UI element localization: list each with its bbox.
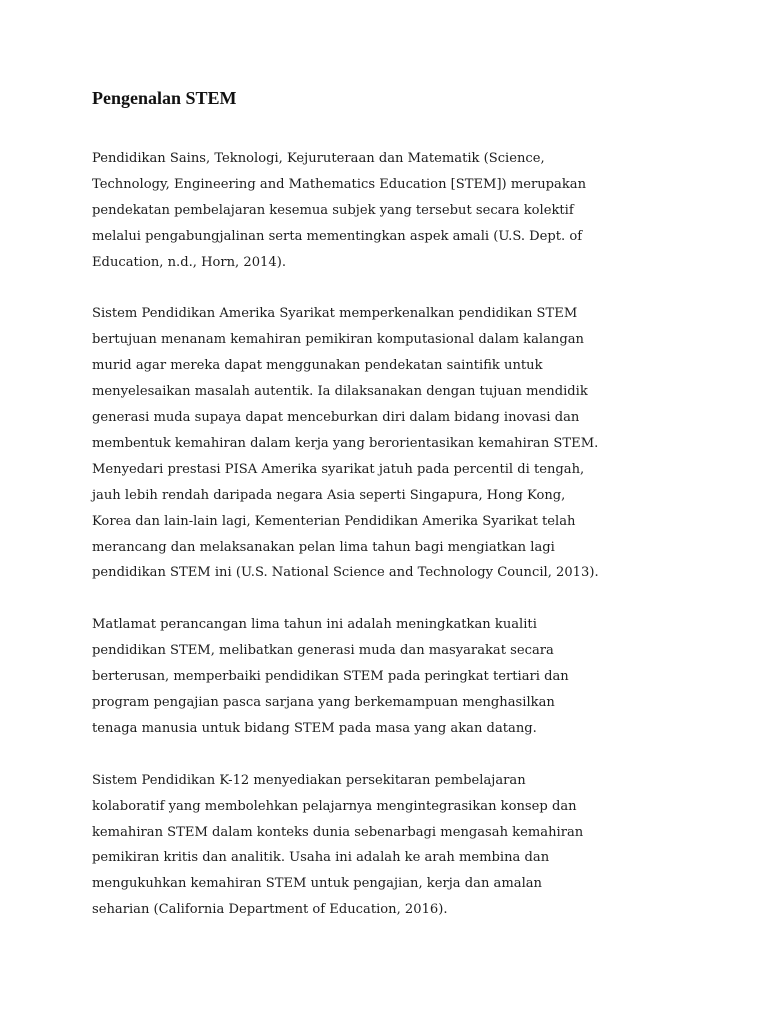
- text-line: Sistem Pendidikan K-12 menyediakan persekitaran pembelajaran: [92, 772, 526, 788]
- text-line: tenaga manusia untuk bidang STEM pada masa yang akan datang.: [92, 720, 537, 736]
- paragraph-3: [92, 612, 692, 742]
- text-line: seharian (California Department of Education, 2016).: [92, 902, 448, 918]
- text-line: murid agar mereka dapat menggunakan pendekatan saintifik untuk: [92, 358, 543, 374]
- paragraph-2: [92, 301, 692, 586]
- text-line: pendidikan STEM ini (U.S. National Science and Technology Council, 2013).: [92, 565, 599, 581]
- text-line: pemikiran kritis dan analitik. Usaha ini adalah ke arah membina dan: [92, 850, 550, 866]
- text-line: Sistem Pendidikan Amerika Syarikat memperkenalkan pendidikan STEM: [92, 306, 578, 322]
- text-line: pendidikan STEM, melibatkan generasi muda dan masyarakat secara: [92, 643, 554, 659]
- text-line: melalui pengabungjalinan serta mementingkan aspek amali (U.S. Dept. of: [92, 228, 583, 244]
- text-line: bertujuan menanam kemahiran pemikiran komputasional dalam kalangan: [92, 332, 584, 348]
- text-line: membentuk kemahiran dalam kerja yang berorientasikan kemahiran STEM.: [92, 435, 599, 451]
- document-title: Pengenalan STEM: [92, 88, 237, 108]
- text-line: berterusan, memperbaiki pendidikan STEM pada peringkat tertiari dan: [92, 669, 569, 685]
- text-line: Education, n.d., Horn, 2014).: [92, 254, 286, 270]
- text-line: Technology, Engineering and Mathematics Education [STEM]) merupakan: [92, 176, 587, 192]
- text-line: kolaboratif yang membolehkan pelajarnya mengintegrasikan konsep dan: [92, 798, 577, 814]
- text-line: Matlamat perancangan lima tahun ini adalah meningkatkan kualiti: [92, 617, 537, 633]
- paragraph-1: [92, 146, 692, 276]
- text-line: menyelesaikan masalah autentik. Ia dilaksanakan dengan tujuan mendidik: [92, 384, 588, 400]
- document-page: [92, 86, 692, 949]
- text-line: merancang dan melaksanakan pelan lima tahun bagi mengiatkan lagi: [92, 539, 555, 555]
- text-line: pendekatan pembelajaran kesemua subjek yang tersebut secara kolektif: [92, 202, 574, 218]
- text-line: Pendidikan Sains, Teknologi, Kejuruteraan dan Matematik (Science,: [92, 151, 545, 166]
- text-line: Menyedari prestasi PISA Amerika syarikat jatuh pada percentil di tengah,: [92, 461, 585, 477]
- paragraph-4: [92, 768, 692, 923]
- text-line: Korea dan lain-lain lagi, Kementerian Pendidikan Amerika Syarikat telah: [92, 513, 576, 529]
- text-line: kemahiran STEM dalam konteks dunia sebenarbagi mengasah kemahiran: [92, 824, 584, 840]
- text-line: jauh lebih rendah daripada negara Asia seperti Singapura, Hong Kong,: [92, 487, 566, 503]
- text-line: generasi muda supaya dapat menceburkan diri dalam bidang inovasi dan: [92, 410, 580, 426]
- text-line: program pengajian pasca sarjana yang berkemampuan menghasilkan: [92, 695, 555, 710]
- text-line: mengukuhkan kemahiran STEM untuk pengajian, kerja dan amalan: [92, 876, 542, 892]
